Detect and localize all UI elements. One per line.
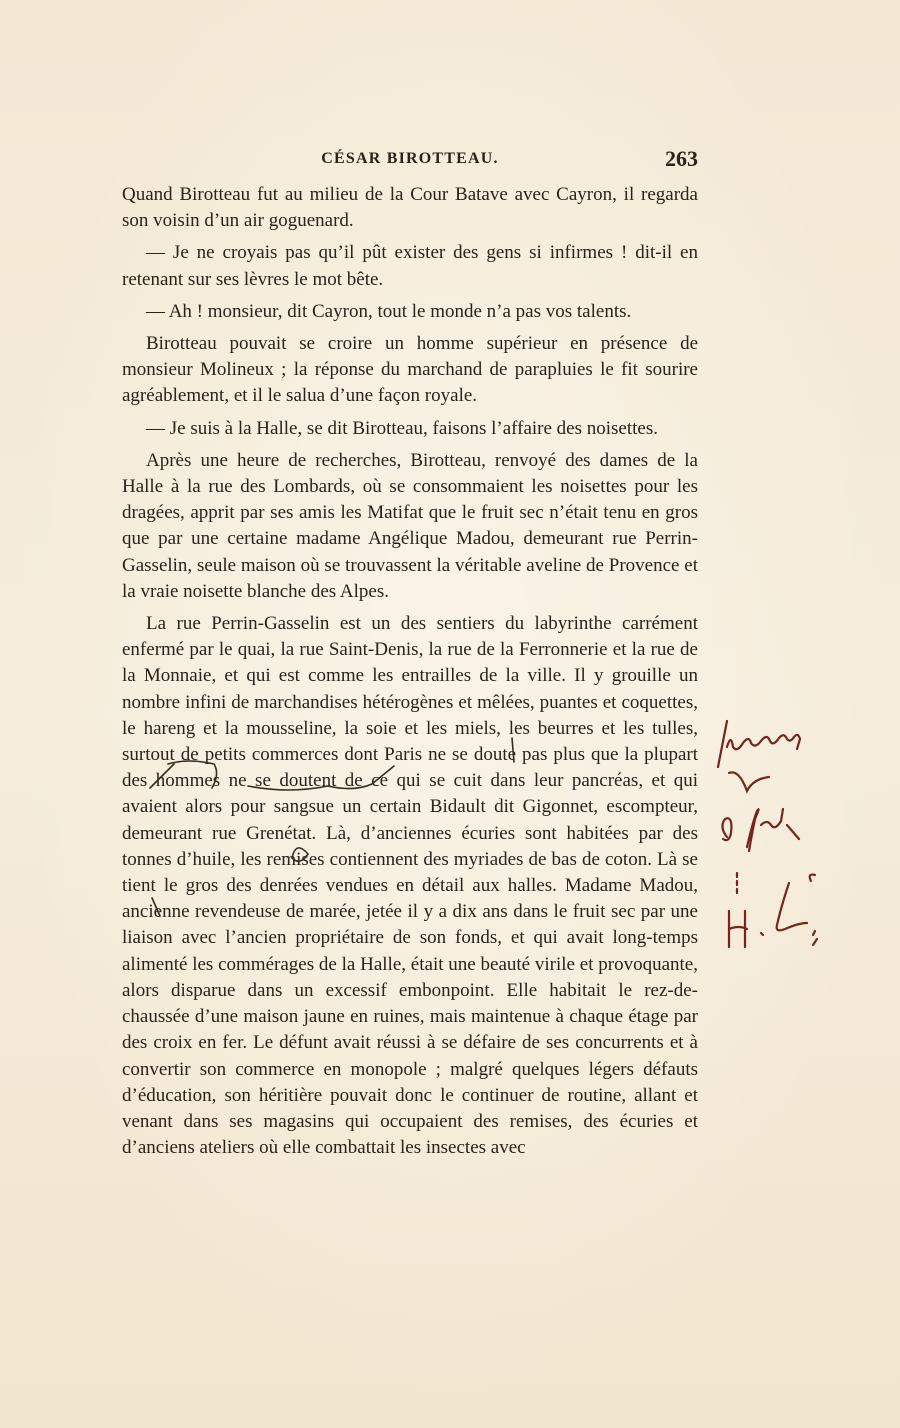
paragraph: — Je ne croyais pas qu’il pût exister des gens si infirmes ! dit-il en retenant sur ses lèvres le mot bête. [122,242,698,290]
correction-slash-mark [718,721,727,767]
paragraph: Birotteau pouvait se croire un homme supérieur en présence de monsieur Molineux ; la réponse du marchand de parapluies le fit sourire agréablement, et il le salua d’une façon royale. [122,333,698,407]
hl-letter-h [729,911,747,947]
hl-trailing-mark [813,931,817,945]
paragraph: La rue Perrin-Gasselin est un des sentiers du labyrinthe carrément enfermé par le quai, la rue Saint-Denis, la rue de la Ferronnerie et la rue de la Monnaie, et qui est comme les entrailles de la ville. Il y grouille un nombre infini de marchandises hétérogènes et mêlées, puantes et coquettes, le hareng et la mousseline, la soie et les miels, les beurres et les tulles, surtout de petits commerces dont Paris ne se doute pas plus que la plupart des hommes ne se doutent de ce qui se cuit dans leur pancréas, et qui avaient alors pour sangsue un certain Bidault dit Gigonnet, escompteur, demeurant rue Grenétat. Là, d’anciennes écuries sont habitées par des tonnes d’huile, les remises contiennent des myriades de bas de coton. Là se tient le gros des denrées vendues en détail aux halles. Madame Madou, ancienne revendeuse de marée, jetée il y a dix ans dans le fruit sec par une liaison avec l’ancien propriétaire de son fonds, et qui avait long-temps alimenté les commérages de la Halle, était une beauté virile et provoquante, alors disparue dans un excessif embonpoint. Elle habitait le rez-de-chaussée d’une maison jaune en ruines, mais maintenue à chaque étage par des croix en fer. Le défunt avait réussi à se défaire de ses concurrents et à convertir son commerce en monopole ; malgré quelques légers défauts d’éducation, son héritière pouvait donc le continuer de routine, allant et venant dans ses magasins qui occupaient des remises, des écuries et d’anciens ateliers où elle combattait les insectes avec [122,613,698,1159]
beaucoup-word [727,735,800,749]
insert-caret-mark [729,772,769,791]
body-text [122,182,698,1161]
paragraph: — Je suis à la Halle, se dit Birotteau, faisons l’affaire des noisettes. [146,417,658,439]
paragraph: — Ah ! monsieur, dit Cayron, tout le monde n’a pas vos talents. [146,300,632,322]
hl-period [761,933,763,935]
running-title: CÉSAR BIROTTEAU. [321,150,499,167]
paragraph: Après une heure de recherches, Birotteau, renvoyé des dames de la Halle à la rue des Lombards, où se consommaient les noisettes pour les dragées, apprit par ses amis les Matifat que le fruit sec n’était tenu en gros que par une certaine madame Angélique Madou, demeurant rue Perrin-Gasselin, seule maison où se trouvassent la véritable aveline de Provence et la vraie noisette blanche des Alpes. [122,449,698,602]
handwritten-marks [715,715,895,965]
handwritten-proof-corrections [715,715,895,965]
page-number: 263 [665,146,698,171]
ici-letters-ci [761,809,799,839]
quote-mark [810,875,815,881]
hl-letter-l [777,883,807,930]
ici-capital-o [722,818,731,840]
page-header [122,148,698,178]
ici-letter-i [747,809,759,851]
paragraph: Quand Birotteau fut au milieu de la Cour Batave avec Cayron, il regarda son voisin d’un air goguenard. [122,184,698,232]
